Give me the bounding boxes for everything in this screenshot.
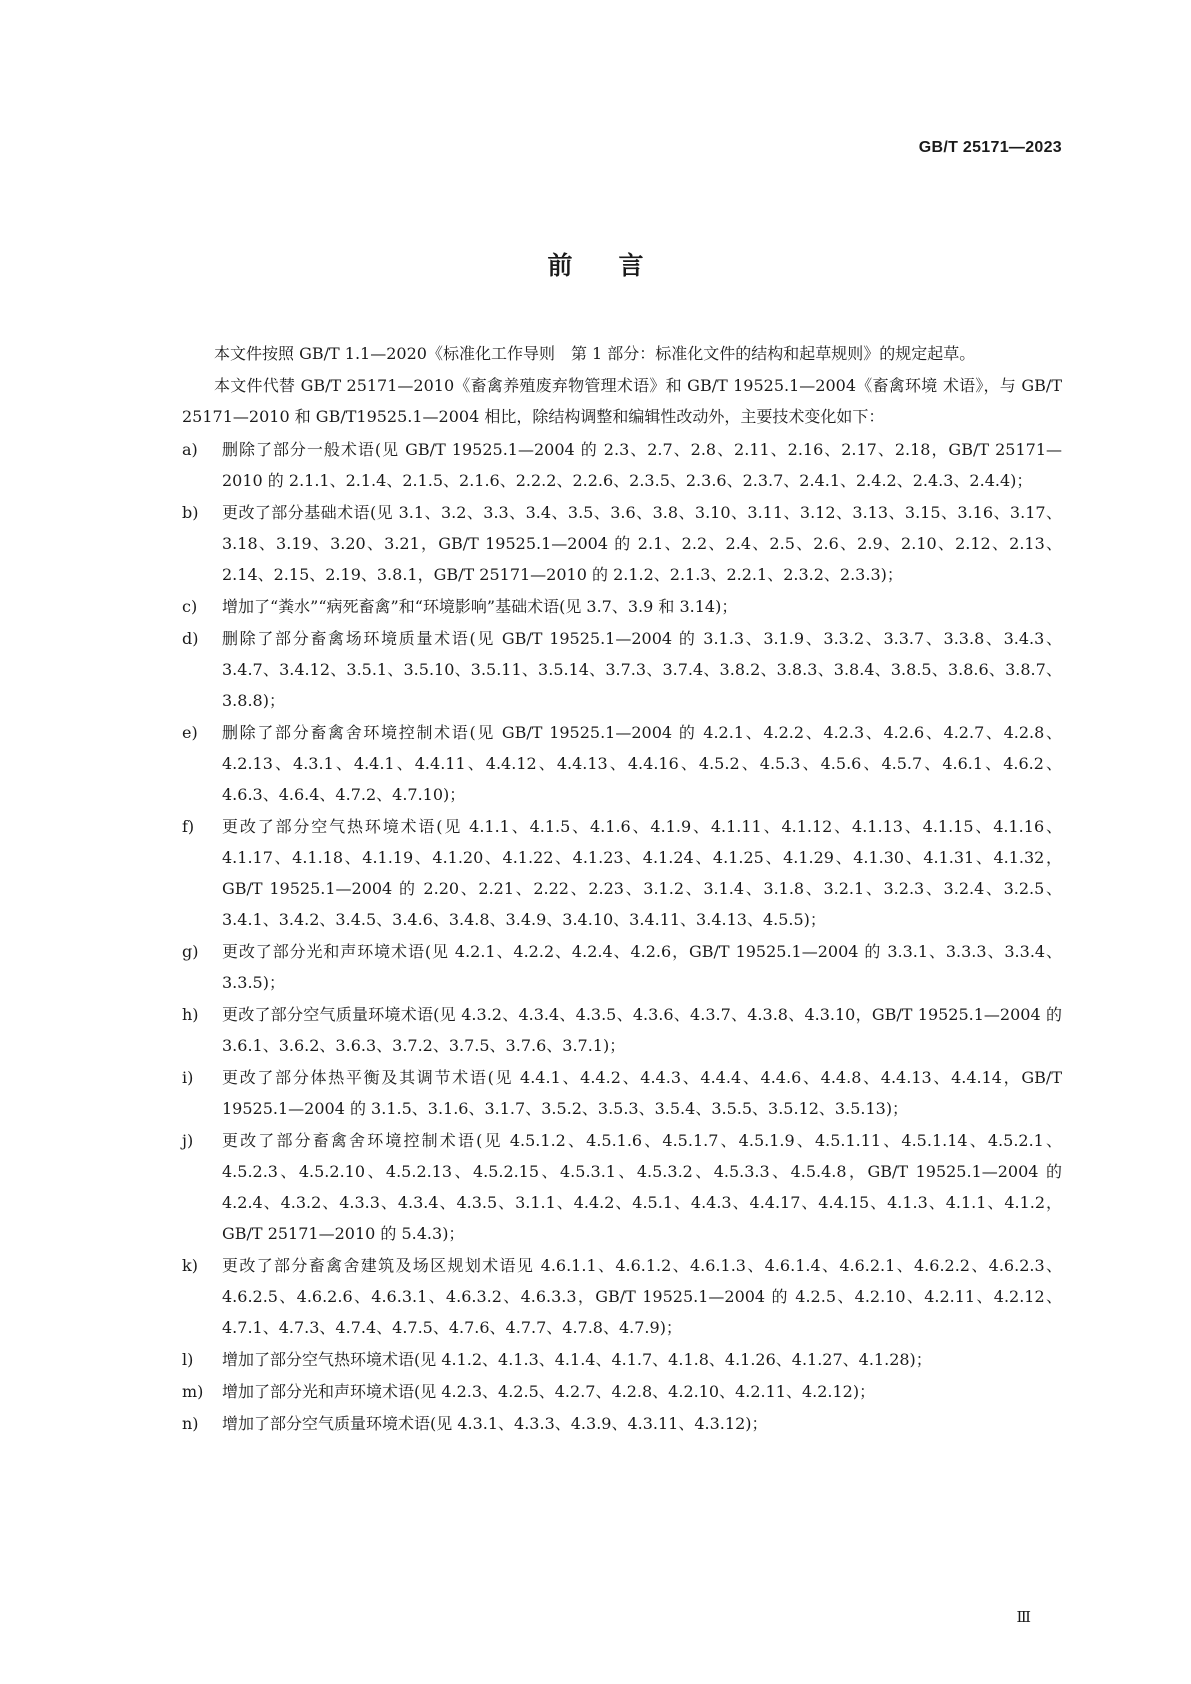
- list-item: [182, 717, 1062, 810]
- page-number: Ⅲ: [1016, 1608, 1031, 1626]
- list-marker: e): [182, 723, 198, 742]
- list-text: 更改了部分体热平衡及其调节术语(见 4.4.1、4.4.2、4.4.3、4.4.4、4.4.6、4.4.8、4.4.13、4.4.14，GB/T 19525.1—2004 的 3.1.5、3.1.6、3.1.7、3.5.2、3.5.3、3.5.4、3.5.5、3.5.12、3.5.13)；: [222, 1068, 1062, 1118]
- list-item: [182, 936, 1062, 998]
- list-marker: b): [182, 503, 199, 522]
- list-text: 更改了部分基础术语(见 3.1、3.2、3.3、3.4、3.5、3.6、3.8、3.10、3.11、3.12、3.13、3.15、3.16、3.17、3.18、3.19、3.20、3.21，GB/T 19525.1—2004 的 2.1、2.2、2.4、2.5、2.6、2.9、2.10、2.12、2.13、2.14、2.15、2.19、3.8.1，GB/T 25171—2010 的 2.1.2、2.1.3、2.2.1、2.3.2、2.3.3)；: [222, 503, 1062, 584]
- list-marker: i): [182, 1068, 194, 1087]
- list-marker: j): [182, 1131, 194, 1150]
- standard-code: GB/T 25171—2023: [918, 139, 1062, 156]
- list-item: [182, 1250, 1062, 1343]
- list-text: 增加了部分空气热环境术语(见 4.1.2、4.1.3、4.1.4、4.1.7、4.1.8、4.1.26、4.1.27、4.1.28)；: [222, 1350, 932, 1369]
- list-text: 更改了部分畜禽舍建筑及场区规划术语见 4.6.1.1、4.6.1.2、4.6.1.3、4.6.1.4、4.6.2.1、4.6.2.2、4.6.2.3、4.6.2.5、4.6.2.6、4.6.3.1、4.6.3.2、4.6.3.3，GB/T 19525.1—2004 的 4.2.5、4.2.10、4.2.11、4.2.12、4.7.1、4.7.3、4.7.4、4.7.5、4.7.6、4.7.7、4.7.8、4.7.9)；: [222, 1256, 1062, 1337]
- paragraph-replacement: 本文件代替 GB/T 25171—2010《畜禽养殖废弃物管理术语》和 GB/T 19525.1—2004《畜禽环境 术语》，与 GB/T 25171—2010 和 GB/T19525.1—2004 相比，除结构调整和编辑性改动外，主要技术变化如下：: [182, 376, 1062, 426]
- foreword-body: [182, 338, 1062, 1440]
- list-marker: n): [182, 1414, 199, 1433]
- list-text: 删除了部分畜禽舍环境控制术语(见 GB/T 19525.1—2004 的 4.2.1、4.2.2、4.2.3、4.2.6、4.2.7、4.2.8、4.2.13、4.3.1、4.4.1、4.4.11、4.4.12、4.4.13、4.4.16、4.5.2、4.5.3、4.5.6、4.5.7、4.6.1、4.6.2、4.6.3、4.6.4、4.7.2、4.7.10)；: [222, 723, 1062, 804]
- list-text: 更改了部分光和声环境术语(见 4.2.1、4.2.2、4.2.4、4.2.6，GB/T 19525.1—2004 的 3.3.1、3.3.3、3.3.4、3.3.5)；: [222, 942, 1062, 992]
- list-item: [182, 1408, 1062, 1439]
- list-item: [182, 999, 1062, 1061]
- list-item: [182, 591, 1062, 622]
- page-title: [0, 246, 1191, 282]
- title-char-1: 前: [547, 251, 573, 280]
- list-marker: c): [182, 597, 198, 616]
- list-text: 删除了部分一般术语(见 GB/T 19525.1—2004 的 2.3、2.7、2.8、2.11、2.16、2.17、2.18，GB/T 25171—2010 的 2.1.1、2.1.4、2.1.5、2.1.6、2.2.2、2.2.6、2.3.5、2.3.6、2.3.7、2.4.1、2.4.2、2.4.3、2.4.4)；: [222, 440, 1062, 490]
- list-text: 更改了部分畜禽舍环境控制术语(见 4.5.1.2、4.5.1.6、4.5.1.7、4.5.1.9、4.5.1.11、4.5.1.14、4.5.2.1、4.5.2.3、4.5.2.10、4.5.2.13、4.5.2.15、4.5.3.1、4.5.3.2、4.5.3.3、4.5.4.8，GB/T 19525.1—2004 的 4.2.4、4.3.2、4.3.3、4.3.4、4.3.5、3.1.1、4.4.2、4.5.1、4.4.3、4.4.17、4.4.15、4.1.3、4.1.1、4.1.2，GB/T 25171—2010 的 5.4.3)；: [222, 1131, 1062, 1243]
- list-marker: k): [182, 1256, 198, 1275]
- list-item: [182, 1376, 1062, 1407]
- list-item: [182, 497, 1062, 590]
- list-marker: a): [182, 440, 198, 459]
- list-marker: d): [182, 629, 199, 648]
- list-marker: l): [182, 1350, 194, 1369]
- list-marker: g): [182, 942, 199, 961]
- list-marker: m): [182, 1382, 204, 1401]
- list-item: [182, 1062, 1062, 1124]
- paragraph-drafting-rules: 本文件按照 GB/T 1.1—2020《标准化工作导则 第 1 部分：标准化文件的结构和起草规则》的规定起草。: [214, 344, 976, 363]
- change-list: [182, 434, 1062, 1439]
- list-text: 更改了部分空气质量环境术语(见 4.3.2、4.3.4、4.3.5、4.3.6、4.3.7、4.3.8、4.3.10，GB/T 19525.1—2004 的 3.6.1、3.6.2、3.6.3、3.7.2、3.7.5、3.7.6、3.7.1)；: [222, 1005, 1062, 1055]
- title-char-2: 言: [618, 251, 644, 280]
- list-item: [182, 811, 1062, 935]
- list-text: 增加了部分光和声环境术语(见 4.2.3、4.2.5、4.2.7、4.2.8、4.2.10、4.2.11、4.2.12)；: [222, 1382, 876, 1401]
- list-item: [182, 1125, 1062, 1249]
- list-item: [182, 623, 1062, 716]
- list-item: [182, 434, 1062, 496]
- list-marker: f): [182, 817, 195, 836]
- list-text: 更改了部分空气热环境术语(见 4.1.1、4.1.5、4.1.6、4.1.9、4.1.11、4.1.12、4.1.13、4.1.15、4.1.16、4.1.17、4.1.18、4.1.19、4.1.20、4.1.22、4.1.23、4.1.24、4.1.25、4.1.29、4.1.30、4.1.31、4.1.32，GB/T 19525.1—2004 的 2.20、2.21、2.22、2.23、3.1.2、3.1.4、3.1.8、3.2.1、3.2.3、3.2.4、3.2.5、3.4.1、3.4.2、3.4.5、3.4.6、3.4.8、3.4.9、3.4.10、3.4.11、3.4.13、4.5.5)；: [222, 817, 1062, 929]
- list-item: [182, 1344, 1062, 1375]
- list-text: 增加了“粪水”“病死畜禽”和“环境影响”基础术语(见 3.7、3.9 和 3.14)；: [222, 597, 738, 616]
- list-marker: h): [182, 1005, 199, 1024]
- list-text: 删除了部分畜禽场环境质量术语(见 GB/T 19525.1—2004 的 3.1.3、3.1.9、3.3.2、3.3.7、3.3.8、3.4.3、3.4.7、3.4.12、3.5.1、3.5.10、3.5.11、3.5.14、3.7.3、3.7.4、3.8.2、3.8.3、3.8.4、3.8.5、3.8.6、3.8.7、3.8.8)；: [222, 629, 1062, 710]
- list-text: 增加了部分空气质量环境术语(见 4.3.1、4.3.3、4.3.9、4.3.11、4.3.12)；: [222, 1414, 768, 1433]
